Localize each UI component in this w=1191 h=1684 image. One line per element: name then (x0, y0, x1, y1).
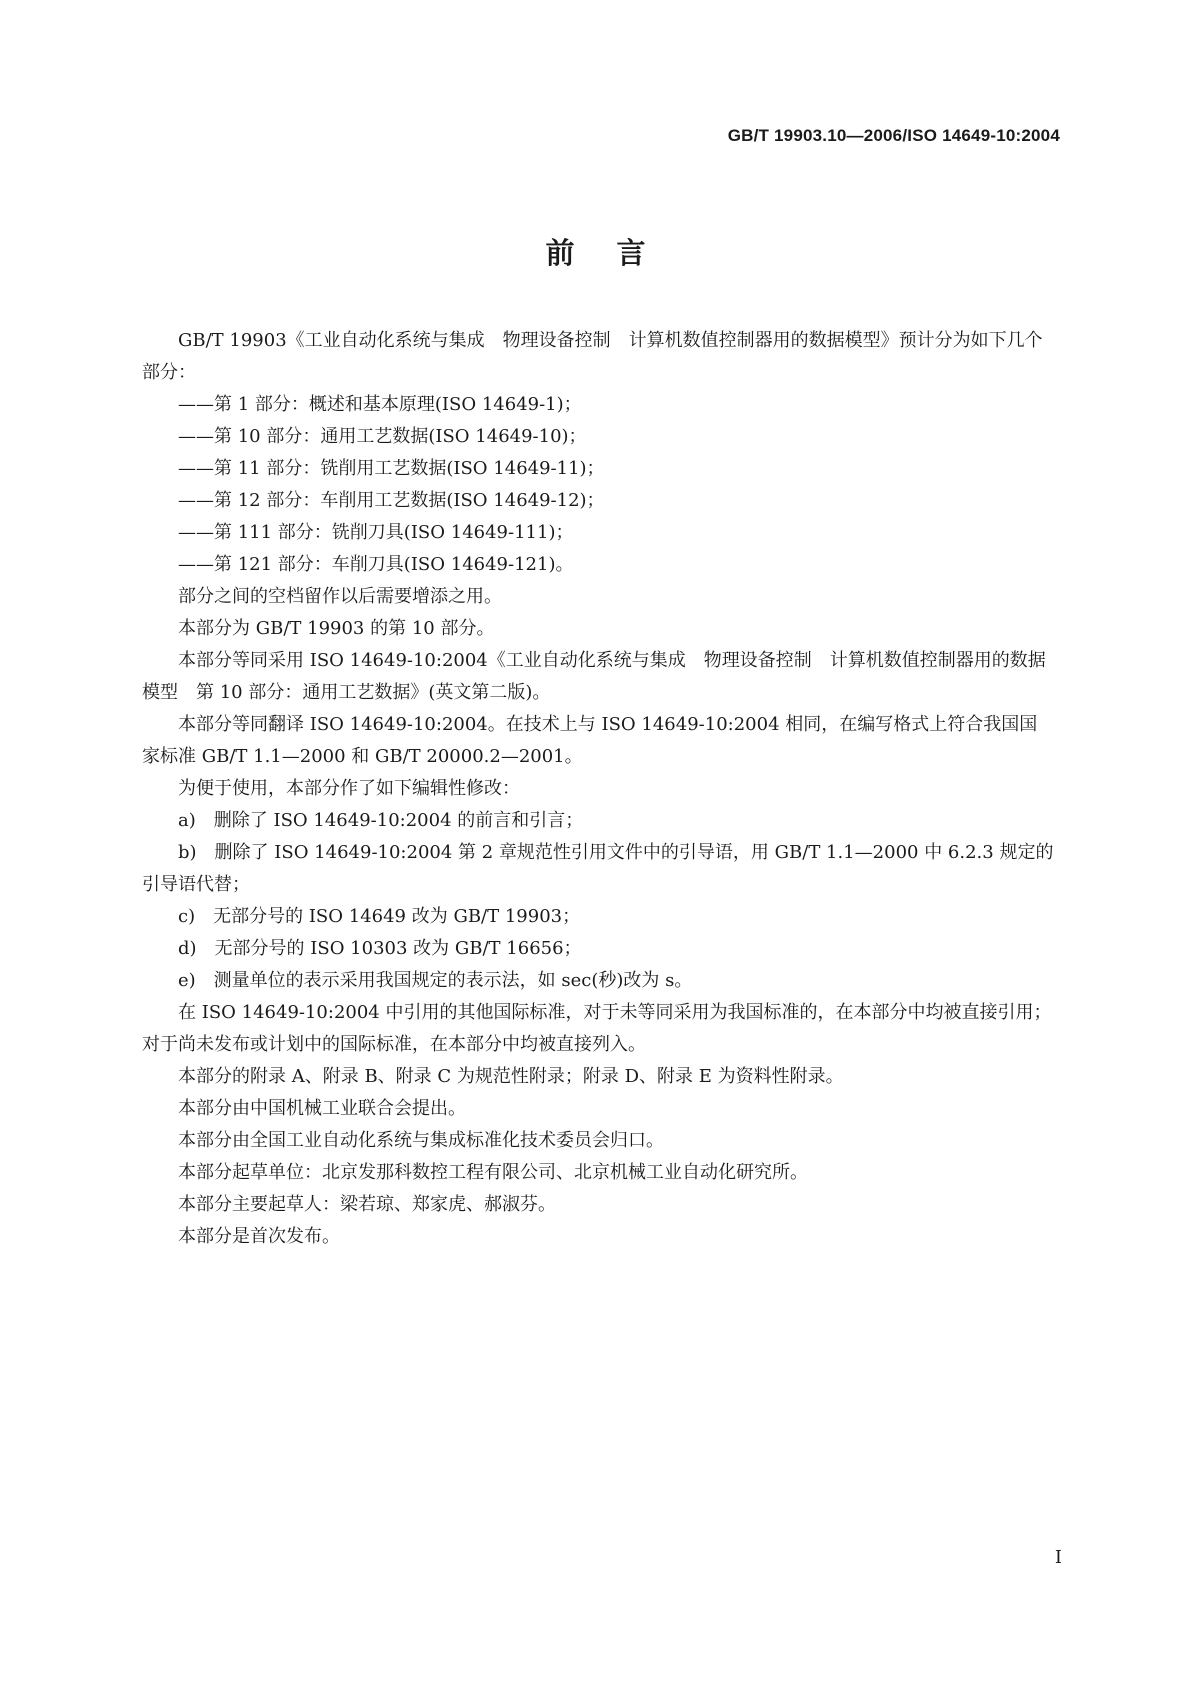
edit-note-item: d) 无部分号的 ISO 10303 改为 GB/T 16656； (178, 938, 582, 959)
paragraph: 本部分由全国工业自动化系统与集成标准化技术委员会归口。 (178, 1130, 664, 1151)
paragraph: GB/T 19903《工业自动化系统与集成 物理设备控制 计算机数值控制器用的数据模型》预计分为如下几个部分： (142, 330, 1043, 383)
edit-note-item: c) 无部分号的 ISO 14649 改为 GB/T 19903； (178, 906, 581, 927)
paragraph: 本部分主要起草人：梁若琼、郑家虎、郝淑芬。 (178, 1194, 556, 1215)
paragraph: 部分之间的空档留作以后需要增添之用。 (178, 586, 502, 607)
paragraph: 本部分的附录 A、附录 B、附录 C 为规范性附录；附录 D、附录 E 为资料性附录。 (178, 1066, 844, 1087)
paragraph: 本部分等同翻译 ISO 14649-10:2004。在技术上与 ISO 14649-10:2004 相同，在编写格式上符合我国国家标准 GB/T 1.1—2000 和 GB/T 20000.2—2001。 (142, 714, 1038, 767)
paragraph: 本部分等同采用 ISO 14649-10:2004《工业自动化系统与集成 物理设备控制 计算机数值控制器用的数据模型 第 10 部分：通用工艺数据》(英文第二版)。 (142, 650, 1046, 703)
list-item: ——第 12 部分：车削用工艺数据(ISO 14649-12)； (178, 490, 605, 511)
paragraph: 本部分为 GB/T 19903 的第 10 部分。 (178, 618, 495, 639)
paragraph: 为便于使用，本部分作了如下编辑性修改： (178, 778, 520, 799)
paragraph: 本部分起草单位：北京发那科数控工程有限公司、北京机械工业自动化研究所。 (178, 1162, 808, 1183)
document-body (142, 325, 1055, 1253)
list-item: ——第 111 部分：铣削刀具(ISO 14649-111)； (178, 522, 574, 543)
standard-code-header: GB/T 19903.10—2006/ISO 14649-10:2004 (727, 126, 1060, 145)
edit-note-item: a) 删除了 ISO 14649-10:2004 的前言和引言； (178, 810, 584, 831)
paragraph: 本部分是首次发布。 (178, 1226, 340, 1247)
paragraph: 在 ISO 14649-10:2004 中引用的其他国际标准，对于未等同采用为我国标准的，在本部分中均被直接引用；对于尚未发布或计划中的国际标准，在本部分中均被直接列入。 (142, 1002, 1052, 1055)
edit-note-item: e) 测量单位的表示采用我国规定的表示法，如 sec(秒)改为 s。 (178, 970, 693, 991)
list-item: ——第 1 部分：概述和基本原理(ISO 14649-1)； (178, 394, 582, 415)
edit-note-item: b) 删除了 ISO 14649-10:2004 第 2 章规范性引用文件中的引导语，用 GB/T 1.1—2000 中 6.2.3 规定的引导语代替； (142, 842, 1054, 895)
page-number: I (1054, 1547, 1062, 1568)
page-title: 前言 (545, 236, 688, 270)
paragraph: 本部分由中国机械工业联合会提出。 (178, 1098, 466, 1119)
list-item: ——第 121 部分：车削刀具(ISO 14649-121)。 (178, 554, 574, 575)
list-item: ——第 11 部分：铣削用工艺数据(ISO 14649-11)； (178, 458, 605, 479)
list-item: ——第 10 部分：通用工艺数据(ISO 14649-10)； (178, 426, 587, 447)
